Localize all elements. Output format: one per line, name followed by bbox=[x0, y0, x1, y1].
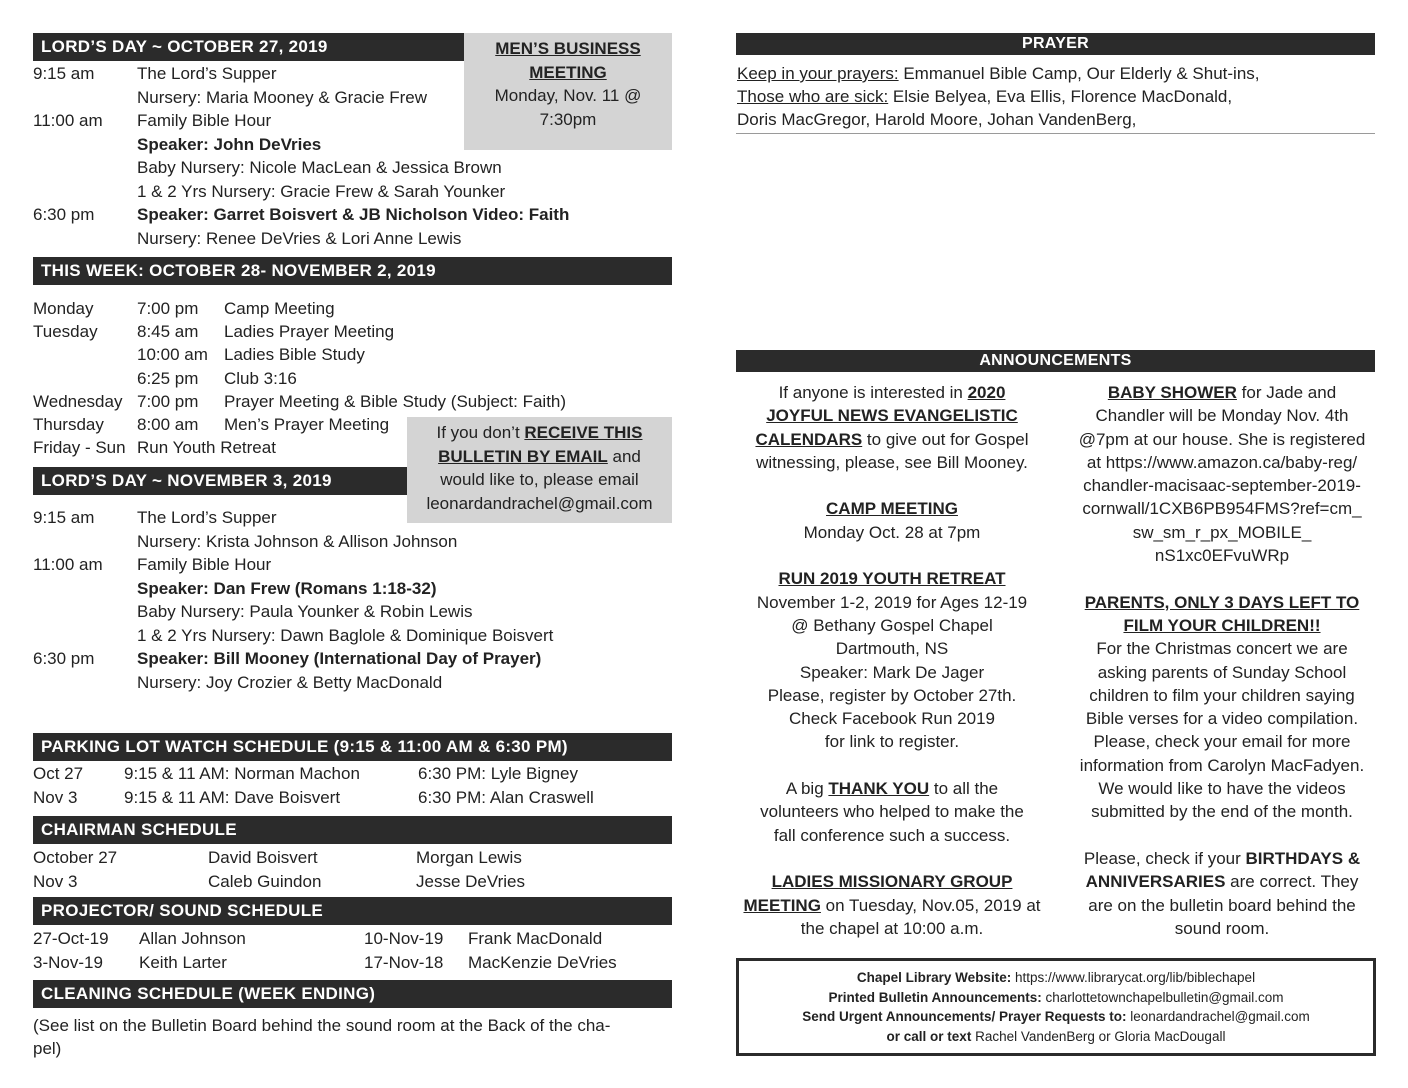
urgent-label: Send Urgent Announcements/ Prayer Requests to: bbox=[802, 1009, 1127, 1024]
week-time: 6:25 pm bbox=[137, 368, 199, 388]
mens-meeting-date: Monday, Nov. 11 @ bbox=[494, 86, 642, 105]
library-label: Chapel Library Website: bbox=[856, 970, 1012, 985]
schedule-item: Family Bible Hour bbox=[137, 111, 272, 130]
camp-meeting-date: Monday Oct. 28 at 7pm bbox=[803, 522, 981, 542]
week-time: 10:00 am bbox=[137, 345, 208, 365]
schedule-time: 6:30 pm bbox=[33, 649, 95, 668]
baby-shower-details bbox=[1065, 404, 1379, 567]
projector-date: 10-Nov-19 bbox=[364, 929, 444, 948]
parents-line: information from Carolyn MacFadyen. bbox=[1079, 755, 1365, 775]
parents-line: asking parents of Sunday School bbox=[1097, 662, 1347, 682]
email-box-text bbox=[407, 421, 672, 515]
birthdays-line-4: sound room. bbox=[1174, 918, 1270, 938]
call-names: Rachel VandenBerg or Gloria MacDougall bbox=[971, 1028, 1226, 1044]
mens-meeting-text bbox=[464, 37, 672, 131]
email-box-receive: RECEIVE THIS bbox=[524, 423, 643, 442]
chairman-date: October 27 bbox=[33, 848, 118, 867]
thanks-post: to all the bbox=[929, 779, 999, 799]
prayer-text-1: Emmanuel Bible Camp, Our Elderly & Shut-ins, bbox=[898, 64, 1260, 83]
parents-title: PARENTS, ONLY 3 DAYS LEFT TO bbox=[1084, 592, 1360, 612]
schedule-item: Speaker: Bill Mooney (International Day of Prayer) bbox=[137, 649, 542, 668]
parents-line: children to film your children saying bbox=[1089, 685, 1355, 705]
chairman-date: Nov 3 bbox=[33, 871, 78, 891]
birthdays-line-3: are on the bulletin board behind the bbox=[1088, 895, 1356, 915]
calendars-title: JOYFUL NEWS EVANGELISTIC bbox=[766, 406, 1018, 426]
ladies-post: on Tuesday, Nov.05, 2019 at bbox=[820, 895, 1041, 915]
thanks-line-2: volunteers who helped to make the bbox=[760, 802, 1024, 822]
call-label: or call or text bbox=[886, 1028, 972, 1044]
week-event: Camp Meeting bbox=[224, 299, 335, 318]
mens-meeting-title: MEN’S BUSINESS bbox=[495, 39, 641, 58]
baby-shower-line: sw_sm_r_px_MOBILE_ bbox=[1132, 522, 1312, 542]
projector-date: 17-Nov-18 bbox=[364, 952, 444, 972]
schedule-item: The Lord’s Supper bbox=[137, 508, 277, 527]
week-day: Monday bbox=[33, 299, 94, 318]
parents-line: Please, check your email for more bbox=[1093, 732, 1351, 752]
projector-header: PROJECTOR/ SOUND SCHEDULE bbox=[33, 897, 672, 925]
calendars-word: CALENDARS bbox=[755, 429, 863, 449]
week-day: Tuesday bbox=[33, 322, 98, 342]
baby-shower-post: for Jade and bbox=[1236, 383, 1337, 402]
calendars-pre: If anyone is interested in bbox=[778, 383, 968, 402]
email-box-pre: If you don’t bbox=[436, 423, 525, 442]
parking-am: 9:15 & 11 AM: Norman Machon bbox=[124, 764, 360, 783]
parents-line: submitted by the end of the month. bbox=[1091, 802, 1353, 822]
projector-name: Allan Johnson bbox=[139, 929, 246, 948]
announcements-header: ANNOUNCEMENTS bbox=[736, 350, 1375, 372]
parents-title-2: FILM YOUR CHILDREN!! bbox=[1123, 615, 1321, 635]
parking-pm: 6:30 PM: Alan Craswell bbox=[418, 787, 594, 807]
parking-pm: 6:30 PM: Lyle Bigney bbox=[418, 764, 579, 783]
schedule-time: 9:15 am bbox=[33, 508, 95, 527]
run-retreat-line: for link to register. bbox=[824, 732, 960, 752]
announcements-right bbox=[1065, 381, 1379, 940]
prayer-header: PRAYER bbox=[736, 33, 1375, 55]
schedule-item: Nursery: Maria Mooney & Gracie Frew bbox=[137, 87, 428, 107]
lords-day-oct27-header: LORD’S DAY ~ OCTOBER 27, 2019 bbox=[33, 33, 464, 61]
week-event: Club 3:16 bbox=[224, 368, 297, 388]
week-event: Prayer Meeting & Bible Study (Subject: Faith) bbox=[224, 391, 567, 411]
anniversaries-word: ANNIVERSARIES bbox=[1085, 872, 1226, 892]
schedule-item: 1 & 2 Yrs Nursery: Gracie Frew & Sarah Younker bbox=[137, 181, 506, 201]
schedule-item: Speaker: John DeVries bbox=[137, 134, 322, 154]
chairman-header: CHAIRMAN SCHEDULE bbox=[33, 816, 672, 844]
parents-line: Bible verses for a video compilation. bbox=[1085, 709, 1359, 729]
schedule-time: 11:00 am bbox=[33, 555, 103, 574]
run-retreat-details bbox=[736, 591, 1048, 754]
calendars-post: to give out for Gospel bbox=[862, 429, 1029, 449]
library-url[interactable]: https://www.librarycat.org/lib/biblechapel bbox=[1011, 970, 1256, 985]
week-event: Ladies Prayer Meeting bbox=[224, 322, 395, 342]
baby-shower-line: @7pm at our house. She is registered bbox=[1078, 429, 1366, 449]
week-day: Thursday bbox=[33, 415, 104, 434]
prayer-label-2: Those who are sick: bbox=[737, 87, 889, 106]
parking-date: Oct 27 bbox=[33, 764, 84, 783]
parents-line: We would like to have the videos bbox=[1098, 779, 1346, 799]
projector-name: Keith Larter bbox=[139, 952, 227, 972]
run-retreat-title: RUN 2019 YOUTH RETREAT bbox=[778, 569, 1006, 589]
parking-am: 9:15 & 11 AM: Dave Boisvert bbox=[124, 787, 341, 807]
schedule-item: Speaker: Garret Boisvert & JB Nicholson Video: Faith bbox=[137, 205, 570, 224]
this-week-header: THIS WEEK: OCTOBER 28- NOVEMBER 2, 2019 bbox=[33, 257, 672, 285]
parents-line: For the Christmas concert we are bbox=[1096, 639, 1348, 659]
schedule-time: 9:15 am bbox=[33, 64, 95, 83]
ladies-line-3: the chapel at 10:00 a.m. bbox=[800, 918, 984, 938]
run-retreat-line: @ Bethany Gospel Chapel bbox=[791, 615, 993, 635]
chairman-name: David Boisvert bbox=[208, 848, 318, 867]
cleaning-header: CLEANING SCHEDULE (WEEK ENDING) bbox=[33, 980, 672, 1008]
week-time: 8:00 am bbox=[137, 415, 199, 434]
email-box-address: leonardandrachel@gmail.com bbox=[426, 493, 653, 513]
announcements-left bbox=[736, 381, 1048, 940]
email-box-and: and bbox=[607, 446, 641, 466]
run-retreat-line: Speaker: Mark De Jager bbox=[799, 662, 985, 682]
parking-date: Nov 3 bbox=[33, 787, 78, 807]
run-retreat-line: Check Facebook Run 2019 bbox=[788, 709, 996, 729]
week-time: Run Youth Retreat bbox=[137, 438, 276, 458]
baby-shower-line: cornwall/1CXB6PB954FMS?ref=cm_ bbox=[1082, 499, 1362, 519]
schedule-item: Baby Nursery: Paula Younker & Robin Lewis bbox=[137, 602, 473, 621]
baby-shower-title: BABY SHOWER bbox=[1107, 383, 1237, 402]
mens-meeting-title-2: MEETING bbox=[529, 62, 607, 82]
contact-info-box bbox=[736, 958, 1376, 1056]
run-retreat-line: Dartmouth, NS bbox=[835, 639, 949, 659]
baby-shower-line: Chandler will be Monday Nov. 4th bbox=[1095, 406, 1349, 426]
calendars-line-4: witnessing, please, see Bill Mooney. bbox=[756, 452, 1028, 472]
week-event: Ladies Bible Study bbox=[224, 345, 365, 365]
birthdays-pre: Please, check if your bbox=[1083, 848, 1246, 868]
projector-date: 27-Oct-19 bbox=[33, 929, 109, 948]
run-retreat-line: November 1-2, 2019 for Ages 12-19 bbox=[756, 592, 1028, 612]
baby-shower-line: at https://www.amazon.ca/baby-reg/ bbox=[1086, 452, 1358, 472]
printed-email[interactable]: charlottetownchapelbulletin@gmail.com bbox=[1041, 989, 1284, 1005]
prayer-line-1 bbox=[737, 62, 1260, 85]
chairman-name: Morgan Lewis bbox=[416, 848, 522, 867]
calendars-year: 2020 bbox=[967, 383, 1006, 402]
schedule-item: Nursery: Krista Johnson & Allison Johnson bbox=[137, 531, 458, 551]
prayer-label-1: Keep in your prayers: bbox=[737, 64, 899, 83]
parents-details bbox=[1065, 637, 1379, 823]
ladies-title: LADIES MISSIONARY GROUP bbox=[771, 872, 1013, 892]
week-day: Wednesday bbox=[33, 391, 123, 411]
thanks-pre: A big bbox=[785, 779, 829, 799]
mens-meeting-time: 7:30pm bbox=[539, 109, 597, 129]
chairman-name: Caleb Guindon bbox=[208, 871, 322, 891]
birthdays-word: BIRTHDAYS & bbox=[1245, 848, 1361, 868]
urgent-email[interactable]: leonardandrachel@gmail.com bbox=[1126, 1009, 1310, 1024]
thanks-line-3: fall conference such a success. bbox=[773, 825, 1011, 845]
printed-label: Printed Bulletin Announcements: bbox=[828, 989, 1042, 1005]
projector-name: MacKenzie DeVries bbox=[468, 952, 617, 972]
schedule-item: 1 & 2 Yrs Nursery: Dawn Baglole & Dominique Boisvert bbox=[137, 625, 554, 645]
email-box-line-3: would like to, please email bbox=[440, 470, 639, 489]
projector-name: Frank MacDonald bbox=[468, 929, 603, 948]
schedule-time: 6:30 pm bbox=[33, 205, 95, 224]
schedule-item: Baby Nursery: Nicole MacLean & Jessica Brown bbox=[137, 158, 502, 177]
run-retreat-line: Please, register by October 27th. bbox=[767, 685, 1017, 705]
chairman-name: Jesse DeVries bbox=[416, 871, 525, 891]
cleaning-line-2: pel) bbox=[33, 1039, 62, 1058]
cleaning-line-1: (See list on the Bulletin Board behind the sound room at the Back of the cha- bbox=[33, 1016, 611, 1035]
schedule-item: Nursery: Joy Crozier & Betty MacDonald bbox=[137, 672, 443, 692]
schedule-item: The Lord’s Supper bbox=[137, 64, 277, 83]
week-day: Friday - Sun bbox=[33, 438, 126, 458]
prayer-divider bbox=[736, 133, 1375, 134]
week-time: 7:00 pm bbox=[137, 391, 199, 411]
prayer-line-2 bbox=[737, 85, 1232, 108]
parking-header: PARKING LOT WATCH SCHEDULE (9:15 & 11:00 AM & 6:30 PM) bbox=[33, 733, 672, 761]
prayer-text-2: Elsie Belyea, Eva Ellis, Florence MacDonald, bbox=[888, 87, 1233, 106]
projector-date: 3-Nov-19 bbox=[33, 952, 103, 972]
lords-day-nov3-header: LORD’S DAY ~ NOVEMBER 3, 2019 bbox=[33, 467, 407, 495]
baby-shower-line: nS1xc0EFvuWRp bbox=[1154, 546, 1290, 566]
schedule-item: Speaker: Dan Frew (Romans 1:18-32) bbox=[137, 578, 437, 598]
schedule-time: 11:00 am bbox=[33, 111, 103, 130]
week-time: 7:00 pm bbox=[137, 299, 199, 318]
thanks-title: THANK YOU bbox=[828, 779, 930, 799]
email-box-bulletin: BULLETIN BY EMAIL bbox=[438, 446, 608, 466]
birthdays-post: are correct. They bbox=[1225, 872, 1359, 892]
camp-meeting-title: CAMP MEETING bbox=[826, 499, 958, 519]
week-time: 8:45 am bbox=[137, 322, 199, 342]
schedule-item: Nursery: Renee DeVries & Lori Anne Lewis bbox=[137, 228, 462, 248]
baby-shower-line: chandler-macisaac-september-2019- bbox=[1083, 476, 1361, 496]
schedule-item: Family Bible Hour bbox=[137, 555, 272, 574]
prayer-line-3: Doris MacGregor, Harold Moore, Johan VandenBerg, bbox=[737, 110, 1137, 129]
week-event: Men’s Prayer Meeting bbox=[224, 415, 390, 434]
ladies-meeting-word: MEETING bbox=[743, 895, 821, 915]
